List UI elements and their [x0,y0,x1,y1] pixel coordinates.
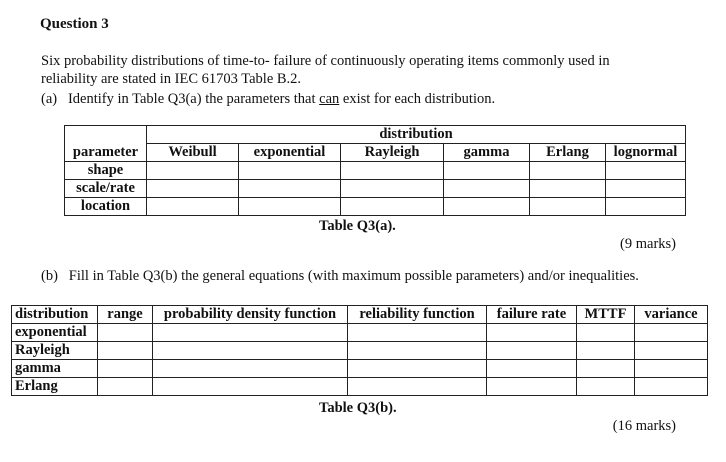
table-cell [341,162,444,180]
table-cell [487,324,577,342]
table-cell [444,180,530,198]
table-cell [239,180,341,198]
table-cell [341,198,444,216]
table-b-col-header: reliability function [348,306,487,324]
table-a-col-header: Rayleigh [341,144,444,162]
table-b-col-header: MTTF [577,306,635,324]
table-cell [444,162,530,180]
part-a-instruction [41,91,495,108]
table-row [65,180,686,198]
table-b-col-header: probability density function [153,306,348,324]
table-a-col-header: exponential [239,144,341,162]
table-cell [348,378,487,396]
table-a-corner-header: parameter [65,144,147,162]
table-cell [153,342,348,360]
table-b-row-header: Rayleigh [12,342,98,360]
table-cell [487,360,577,378]
table-row [12,342,708,360]
part-b-marks: (16 marks) [612,418,676,434]
table-cell [98,360,153,378]
part-a-label: (a) [41,91,58,107]
table-cell [635,378,708,396]
table-a-group-row [65,126,686,144]
table-cell [147,162,239,180]
table-cell [348,324,487,342]
table-cell [348,360,487,378]
table-b-row-header: exponential [12,324,98,342]
part-a-marks: (9 marks) [620,236,676,252]
table-b-col-header: variance [635,306,708,324]
table-row [12,378,708,396]
table-cell [147,198,239,216]
table-cell [530,162,606,180]
table-cell [147,180,239,198]
table-cell [487,342,577,360]
table-cell [577,342,635,360]
part-b-label: (b) [41,268,58,284]
table-cell [635,324,708,342]
table-a-header-row [65,144,686,162]
table-a-col-header: lognormal [606,144,686,162]
table-a-row-header: scale/rate [65,180,147,198]
table-cell [606,198,686,216]
table-b-col-header: distribution [12,306,98,324]
table-cell [341,180,444,198]
table-q3a [64,125,686,216]
table-cell [577,378,635,396]
table-cell [487,378,577,396]
intro-line-1: Six probability distributions of time-to- failure of continuously operating items commonly used in [41,53,610,69]
part-a-text-underlined: can [319,91,340,107]
table-a-col-header: Weibull [147,144,239,162]
table-cell [577,324,635,342]
table-row [12,360,708,378]
table-row [65,162,686,180]
table-a-col-header: gamma [444,144,530,162]
table-cell [239,198,341,216]
table-b-caption: Table Q3(b). [319,400,397,416]
table-cell [239,162,341,180]
intro-line-2: reliability are stated in IEC 61703 Table B.2. [41,71,302,87]
table-row [12,324,708,342]
question-title: Question 3 [40,16,109,32]
table-cell [153,378,348,396]
table-cell [530,198,606,216]
table-b-col-header: range [98,306,153,324]
table-b-row-header: gamma [12,360,98,378]
table-a-col-header: Erlang [530,144,606,162]
table-cell [98,324,153,342]
table-a-corner-blank [65,126,147,144]
table-cell [153,324,348,342]
part-b-instruction [41,268,639,285]
table-q3b [11,305,708,396]
table-cell [530,180,606,198]
table-row [65,198,686,216]
part-a-text-after: exist for each distribution. [339,91,496,107]
table-cell [98,378,153,396]
table-cell [635,360,708,378]
table-cell [348,342,487,360]
table-cell [444,198,530,216]
table-a-row-header: location [65,198,147,216]
table-a-caption: Table Q3(a). [319,218,396,234]
table-cell [606,162,686,180]
table-b-row-header: Erlang [12,378,98,396]
table-cell [577,360,635,378]
table-a-group-header: distribution [147,126,686,144]
table-a-row-header: shape [65,162,147,180]
table-b-col-header: failure rate [487,306,577,324]
table-cell [98,342,153,360]
part-b-text: Fill in Table Q3(b) the general equations (with maximum possible parameters) and/or inequalities. [68,268,639,284]
table-b-header-row [12,306,708,324]
table-cell [606,180,686,198]
table-cell [635,342,708,360]
table-cell [153,360,348,378]
part-a-text-before: Identify in Table Q3(a) the parameters that [67,91,320,107]
